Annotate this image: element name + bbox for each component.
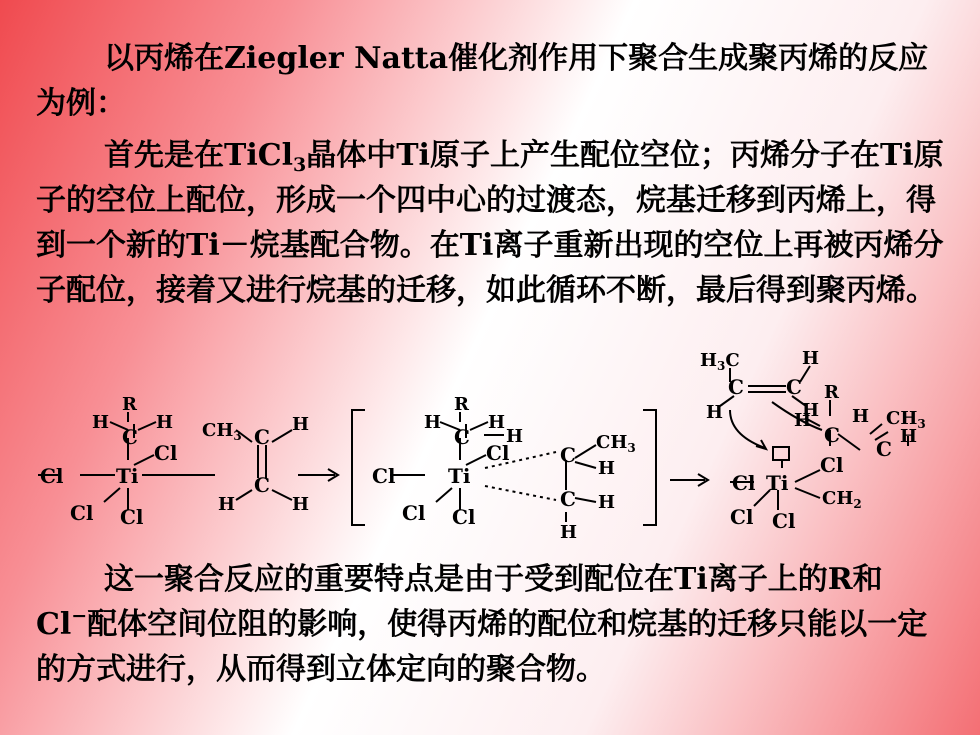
atom-cl: Cl [820, 453, 844, 477]
conclusion-text-1: 这一聚合反应的重要特点是由于受到配位在 [104, 562, 674, 597]
cl-charge: − [71, 605, 88, 627]
atom-cl: Cl [486, 441, 510, 465]
intro-prefix: 以丙烯在 [104, 41, 224, 76]
atom-cl: Cl [772, 509, 796, 533]
atom-c: C [254, 473, 270, 497]
atom-ch2: $CH_2$ [822, 488, 862, 511]
atom-h: H [156, 412, 174, 433]
intro-paragraph [36, 36, 956, 126]
atom-h: H [900, 426, 918, 447]
atom-c: C [254, 425, 270, 449]
atom-h: H [802, 400, 820, 421]
mechanism-text-2: 晶体中 [306, 138, 397, 173]
atom-ti: Ti [766, 471, 789, 495]
atom-r: R [824, 382, 839, 403]
intro-suffix: 催化剂作用下聚合生成聚丙烯的反应为例： [36, 41, 929, 121]
ticl-formula: TiCl [224, 138, 293, 173]
catalyst-name: Ziegler Natta [224, 41, 449, 76]
atom-h: H [794, 410, 812, 431]
atom-h: H [292, 414, 310, 435]
atom-cl: Cl [154, 441, 178, 465]
atom-h: H [560, 522, 578, 543]
r-symbol: R [827, 562, 853, 597]
atom-h: H [802, 350, 820, 369]
atom-c: C [786, 375, 802, 399]
atom-c: C [454, 425, 470, 449]
atom-h: H [424, 412, 442, 433]
atom-h: H [598, 458, 616, 479]
atom-cl: Cl [730, 505, 754, 529]
atom-h: H [506, 426, 524, 447]
atom-ti: Ti [448, 464, 471, 488]
mechanism-text-3: 原子上产生配位空位；丙烯分子在Ti原子的空位上配位，形成一个四中心的过渡态，烷基迁移到丙烯上，得到一个新的Ti－烷基配合物。在Ti离子重新出现的空位上再被丙烯分子配位，接着又进行烷基的迁移，如此循环不断，最后得到聚丙烯。 [36, 138, 944, 308]
atom-cl: Cl [120, 505, 144, 529]
atom-cl: Cl [732, 471, 756, 495]
atom-cl: Cl [452, 505, 476, 529]
mechanism-text-1: 首先是在 [104, 138, 224, 173]
ti-symbol: Ti [396, 138, 430, 173]
atom-h: H [852, 406, 870, 427]
ticl-subscript: 3 [293, 154, 307, 176]
atom-r: R [454, 394, 469, 415]
cl-symbol: Cl [36, 607, 72, 642]
conclusion-and: 和 [852, 562, 883, 597]
atom-h3c: $H_3C$ [700, 350, 740, 373]
conclusion-text-2: 离子上的 [707, 562, 828, 597]
atom-c: C [728, 375, 744, 399]
atom-c: C [560, 443, 576, 467]
atom-c: C [876, 437, 892, 461]
reaction-scheme-diagram [30, 350, 965, 545]
atom-h: H [706, 402, 724, 423]
atom-ch3: $CH_3$ [202, 420, 242, 443]
atom-cl: Cl [372, 464, 396, 488]
atom-h: H [292, 494, 310, 515]
atom-r: R [122, 394, 137, 415]
atom-ti: Ti [116, 464, 139, 488]
atom-h: H [218, 494, 236, 515]
atom-ch3: $CH_3$ [886, 408, 926, 431]
ti-symbol: Ti [674, 562, 708, 597]
atom-h: H [598, 492, 616, 513]
conclusion-text-3: 配体空间位阻的影响，使得丙烯的配位和烷基的迁移只能以一定的方式进行，从而得到立体定向的聚合物。 [36, 607, 928, 687]
atom-h: H [488, 412, 506, 433]
atom-ch3: $CH_3$ [596, 432, 636, 455]
conclusion-paragraph [36, 557, 956, 692]
atom-h: H [92, 412, 110, 433]
atom-c: C [824, 423, 840, 447]
mechanism-paragraph [36, 133, 956, 313]
atom-cl: Cl [70, 501, 94, 525]
atom-cl: Cl [402, 501, 426, 525]
atom-cl: Cl [40, 464, 64, 488]
atom-c: C [560, 487, 576, 511]
atom-c: C [122, 425, 138, 449]
